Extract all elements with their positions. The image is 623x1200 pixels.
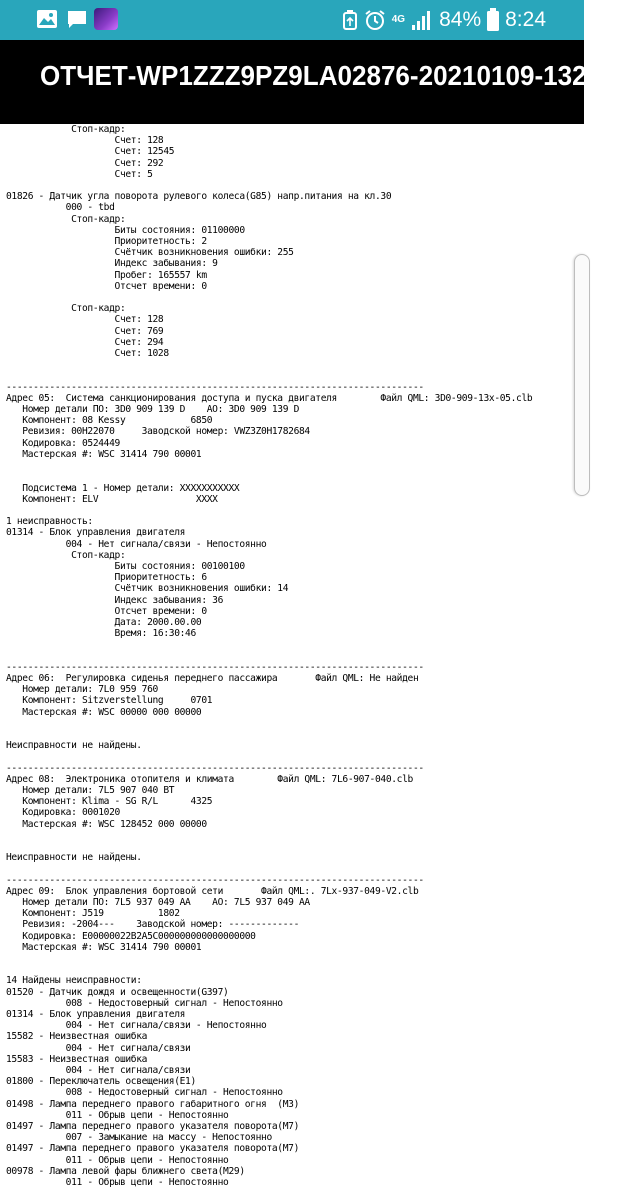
report-line: 008 - Недостоверный сигнал - Непостоянно — [6, 997, 283, 1009]
report-line: 01826 - Датчик угла поворота рулевого колеса(G85) напр.питания на кл.30 — [6, 191, 392, 203]
report-line: Счет: 12545 — [6, 146, 175, 158]
status-right-group — [342, 6, 546, 34]
report-line: Счет: 128 — [6, 314, 164, 326]
report-line: 007 - Замыкание на массу - Непостоянно — [6, 1132, 272, 1144]
battery-icon — [487, 8, 499, 32]
report-line: Отсчет времени: 0 — [6, 280, 207, 292]
report-line: Счет: 1028 — [6, 348, 169, 360]
report-line: ----------------------------------------------------------------------------- — [6, 381, 424, 393]
report-line: 01314 - Блок управления двигателя — [6, 1009, 186, 1021]
report-line: Компонент: 08 Kessy 6850 — [6, 415, 213, 427]
report-line: 004 - Нет сигнала/связи - Непостоянно — [6, 538, 267, 550]
report-line: Кодировка: 0001020 — [6, 807, 120, 819]
report-line: 01314 - Блок управления двигателя — [6, 527, 186, 539]
report-line: Счётчик возникновения ошибки: 255 — [6, 247, 294, 259]
report-line: 004 - Нет сигнала/связи — [6, 1042, 191, 1054]
report-line: Номер детали: 7L5 907 040 BT — [6, 784, 175, 796]
report-line: Счётчик возникновения ошибки: 14 — [6, 583, 289, 595]
report-line: Компонент: ELV XXXX — [6, 493, 218, 505]
report-line: Счет: 5 — [6, 168, 153, 180]
report-line: Адрес 05: Система санкционирования доступа и пуска двигателя Файл QML: 3D0-909-13x-05.clb — [6, 392, 533, 404]
report-text — [0, 124, 584, 1188]
report-line: Стоп-кадр: — [6, 303, 126, 315]
report-line: Счет: 294 — [6, 336, 164, 348]
report-line: 01800 - Переключатель освещения(E1) — [6, 1076, 196, 1088]
report-line: Номер детали ПО: 7L5 937 049 AA АО: 7L5 937 049 AA — [6, 897, 310, 909]
report-line: Индекс забывания: 9 — [6, 258, 218, 270]
report-line: Мастерская #: WSC 31414 790 00001 — [6, 448, 202, 460]
report-line: 011 - Обрыв цепи - Непостоянно — [6, 1177, 229, 1189]
report-line: Мастерская #: WSC 31414 790 00001 — [6, 941, 202, 953]
report-viewer[interactable] — [0, 124, 584, 1200]
report-line: Неисправности не найдены. — [6, 852, 142, 864]
report-line: Адрес 08: Электроника отопителя и климата Файл QML: 7L6-907-040.clb — [6, 773, 413, 785]
report-line: Биты состояния: 01100000 — [6, 224, 245, 236]
report-line: ----------------------------------------------------------------------------- — [6, 762, 424, 774]
title-bar — [0, 40, 623, 124]
report-line: Номер детали: 7L0 959 760 — [6, 684, 158, 696]
signal-icon — [411, 9, 433, 31]
report-line: Отсчет времени: 0 — [6, 605, 207, 617]
report-line: 00978 - Лампа левой фары ближнего света(M29) — [6, 1165, 245, 1177]
report-line: 1 неисправность: — [6, 516, 93, 528]
report-line: Пробег: 165557 km — [6, 269, 207, 281]
alarm-icon — [364, 9, 386, 31]
report-line: Счет: 769 — [6, 325, 164, 337]
report-line: Приоритетность: 2 — [6, 236, 207, 248]
report-line: Адрес 09: Блок управления бортовой сети Файл QML:. 7Lx-937-049-V2.clb — [6, 885, 419, 897]
report-line: 004 - Нет сигнала/связи — [6, 1065, 191, 1077]
report-line: 15582 - Неизвестная ошибка — [6, 1031, 148, 1043]
report-line: Мастерская #: WSC 128452 000 00000 — [6, 818, 207, 830]
message-icon — [66, 8, 88, 30]
report-line: Стоп-кадр: — [6, 549, 126, 561]
report-line: Адрес 06: Регулировка сиденья переднего пассажира Файл QML: Не найден — [6, 672, 419, 684]
report-line: 011 - Обрыв цепи - Непостоянно — [6, 1154, 229, 1166]
report-line: Индекс забывания: 36 — [6, 594, 224, 606]
network-type: 4G — [391, 14, 406, 25]
battery-saver-icon — [342, 9, 358, 31]
report-line: Неисправности не найдены. — [6, 740, 142, 752]
report-line: 000 - tbd — [6, 202, 115, 214]
status-bar — [0, 0, 584, 40]
report-line: Дата: 2000.00.00 — [6, 616, 202, 628]
report-line: 008 - Недостоверный сигнал - Непостоянно — [6, 1087, 283, 1099]
report-line: 15583 - Неизвестная ошибка — [6, 1053, 148, 1065]
report-line: 14 Найдены неисправности: — [6, 975, 142, 987]
report-line: Компонент: J519 1802 — [6, 908, 180, 920]
report-line: Компонент: Klima - SG R/L 4325 — [6, 796, 213, 808]
report-line: 01497 - Лампа переднего правого указателя поворота(M7) — [6, 1121, 300, 1133]
report-line: 011 - Обрыв цепи - Непостоянно — [6, 1109, 229, 1121]
report-line: 01498 - Лампа переднего правого габаритного огня (M3) — [6, 1098, 300, 1110]
report-line: ----------------------------------------------------------------------------- — [6, 661, 424, 673]
gallery-icon — [36, 8, 58, 30]
report-line: Кодировка: 0524449 — [6, 437, 120, 449]
report-line: 01520 - Датчик дождя и освещенности(G397) — [6, 986, 229, 998]
report-line: Стоп-кадр: — [6, 213, 126, 225]
report-line: Ревизия: -2004--- Заводской номер: ------------- — [6, 919, 300, 931]
report-line: Мастерская #: WSC 00000 000 00000 — [6, 706, 202, 718]
app-notification-icon — [94, 8, 118, 30]
report-line: Компонент: Sitzverstellung 0701 — [6, 695, 213, 707]
report-line: Номер детали ПО: 3D0 909 139 D АО: 3D0 909 139 D — [6, 404, 300, 416]
report-line: Время: 16:30:46 — [6, 628, 196, 640]
document-title: ОТЧЕТ-WP1ZZZ9PZ9LA02876-20210109-1326... — [40, 60, 623, 91]
battery-percent: 84% — [439, 8, 482, 31]
report-line: Счет: 128 — [6, 135, 164, 147]
report-line: 004 - Нет сигнала/связи - Непостоянно — [6, 1020, 267, 1032]
scroll-handle[interactable] — [574, 254, 590, 496]
report-line: Подсистема 1 - Номер детали: XXXXXXXXXXX — [6, 482, 240, 494]
report-line: 01497 - Лампа переднего правого указателя поворота(M7) — [6, 1143, 300, 1155]
report-line: ----------------------------------------------------------------------------- — [6, 874, 424, 886]
report-line: Приоритетность: 6 — [6, 572, 207, 584]
report-line: Кодировка: E00000022B2A5C000000000000000000 — [6, 930, 256, 942]
report-line: Ревизия: 00H22070 Заводской номер: VWZ3Z0H1782684 — [6, 426, 310, 438]
report-line: Стоп-кадр: — [6, 124, 126, 135]
report-line: Счет: 292 — [6, 157, 164, 169]
clock: 8:24 — [505, 8, 546, 31]
report-line: Биты состояния: 00100100 — [6, 560, 245, 572]
